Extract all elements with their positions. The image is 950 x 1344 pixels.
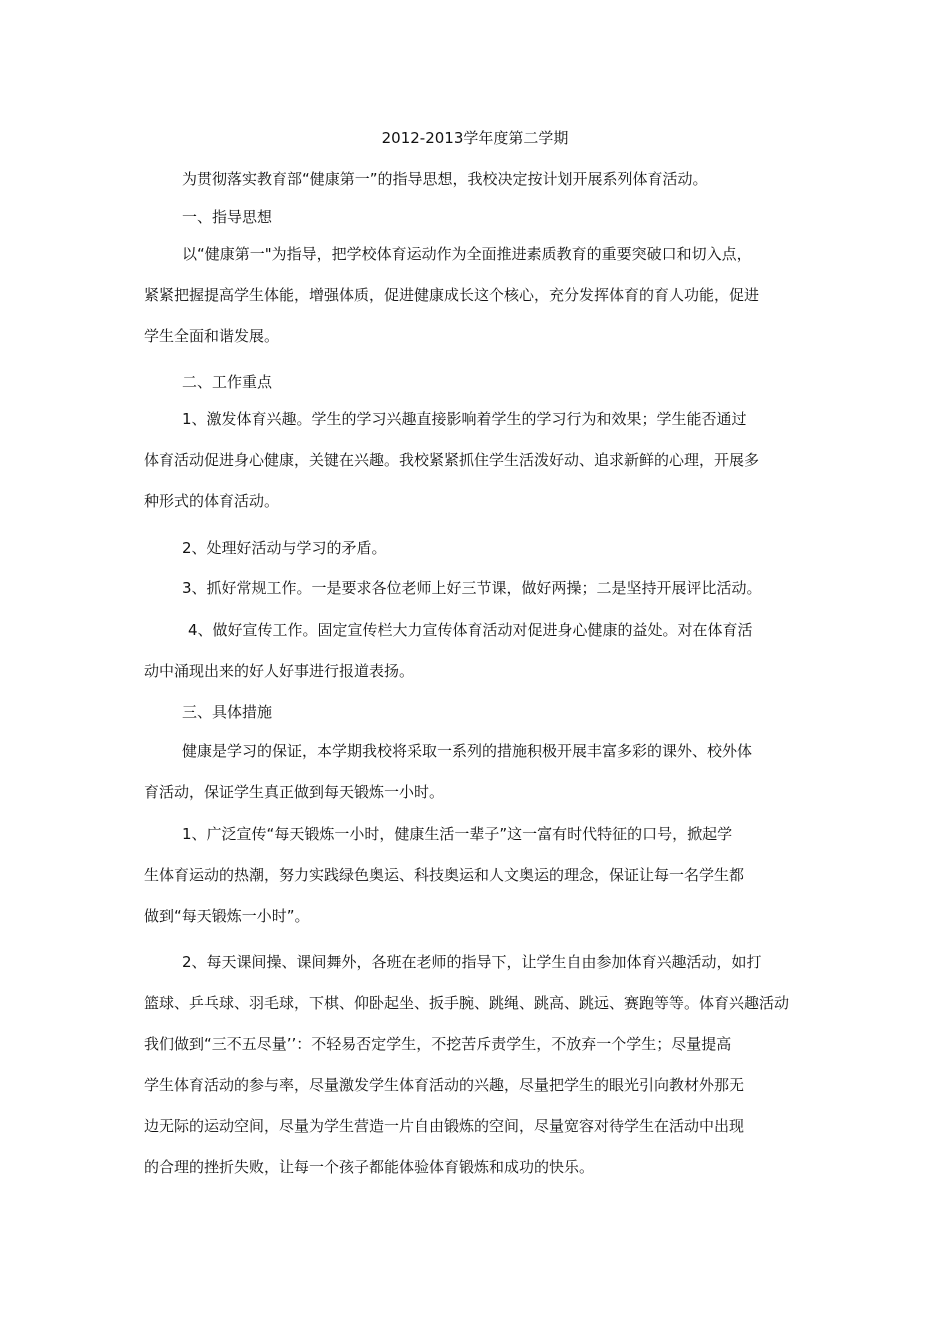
- paragraph-focus-4: [144, 620, 812, 681]
- paragraph-focus-2: [144, 538, 812, 558]
- text-line: 健康是学习的保证，本学期我校将采取一系列的措施积极开展丰富多彩的课外、校外体: [182, 742, 753, 760]
- text-line: 紧紧把握提高学生体能，增强体质，促进健康成长这个核心，充分发挥体育的育人功能，促进: [144, 286, 760, 304]
- text-line: 1、激发体育兴趣。学生的学习兴趣直接影响着学生的学习行为和效果；学生能否通过: [182, 410, 747, 428]
- text-line: 2、处理好活动与学习的矛盾。: [182, 539, 387, 557]
- text-line: 2、每天课间操、课间舞外，各班在老师的指导下，让学生自由参加体育兴趣活动，如打: [182, 953, 762, 971]
- text-line: 的合理的挫折失败，让每一个孩子都能体验体育锻炼和成功的快乐。: [144, 1158, 595, 1176]
- text-line: 一、指导思想: [182, 208, 273, 226]
- text-line: 育活动，保证学生真正做到每天锻炼一小时。: [144, 783, 445, 801]
- heading-work-focus: [144, 372, 812, 392]
- text-line: 篮球、乒乓球、羽毛球，下棋、仰卧起坐、扳手腕、跳绳、跳高、跳远、赛跑等等。体育兴趣活动: [144, 994, 790, 1012]
- paragraph-measures-intro: [144, 741, 812, 802]
- text-line: 我们做到“三不五尽量’’：不轻易否定学生，不挖苦斥责学生，不放弃一个学生；尽量提高: [144, 1035, 732, 1053]
- text-line: 1、广泛宣传“每天锻炼一小时，健康生活一辈子”这一富有时代特征的口号，掀起学: [182, 825, 733, 843]
- text-line: 学生体育活动的参与率，尽量激发学生体育活动的兴趣，尽量把学生的眼光引向教材外那无: [144, 1076, 745, 1094]
- heading-guiding-ideology: [144, 207, 812, 227]
- text-line: 3、抓好常规工作。一是要求各位老师上好三节课，做好两操；二是坚持开展评比活动。: [182, 579, 762, 597]
- paragraph-guiding-ideology: [144, 244, 812, 346]
- text-line: 二、工作重点: [182, 373, 273, 391]
- text-line: 为贯彻落实教育部“健康第一”的指导思想，我校决定按计划开展系列体育活动。: [182, 170, 708, 188]
- paragraph-focus-3: [144, 578, 812, 598]
- text-line: 生体育运动的热潮，努力实践绿色奥运、科技奥运和人文奥运的理念，保证让每一名学生都: [144, 866, 745, 884]
- text-line: 三、具体措施: [182, 703, 273, 721]
- paragraph-measure-1: [144, 824, 812, 926]
- text-line: 4、做好宣传工作。固定宣传栏大力宣传体育活动对促进身心健康的益处。对在体育活: [188, 621, 753, 639]
- text-line: 以“健康第一"为指导，把学校体育运动作为全面推进素质教育的重要突破口和切入点，: [182, 245, 752, 263]
- text-line: 动中涌现出来的好人好事进行报道表扬。: [144, 662, 415, 680]
- text-line: 边无际的运动空间，尽量为学生营造一片自由锻炼的空间，尽量宽容对待学生在活动中出现: [144, 1117, 745, 1135]
- paragraph-intro: [144, 169, 812, 189]
- paragraph-focus-1: [144, 409, 812, 511]
- paragraph-measure-2: [144, 952, 812, 1177]
- document-title: 2012-2013学年度第二学期: [381, 129, 569, 147]
- text-line: 种形式的体育活动。: [144, 492, 280, 510]
- text-line: 做到“每天锻炼一小时”。: [144, 907, 310, 925]
- text-line: 学生全面和谐发展。: [144, 327, 280, 345]
- text-line: 体育活动促进身心健康，关键在兴趣。我校紧紧抓住学生活泼好动、追求新鲜的心理，开展多: [144, 451, 760, 469]
- heading-measures: [144, 702, 812, 722]
